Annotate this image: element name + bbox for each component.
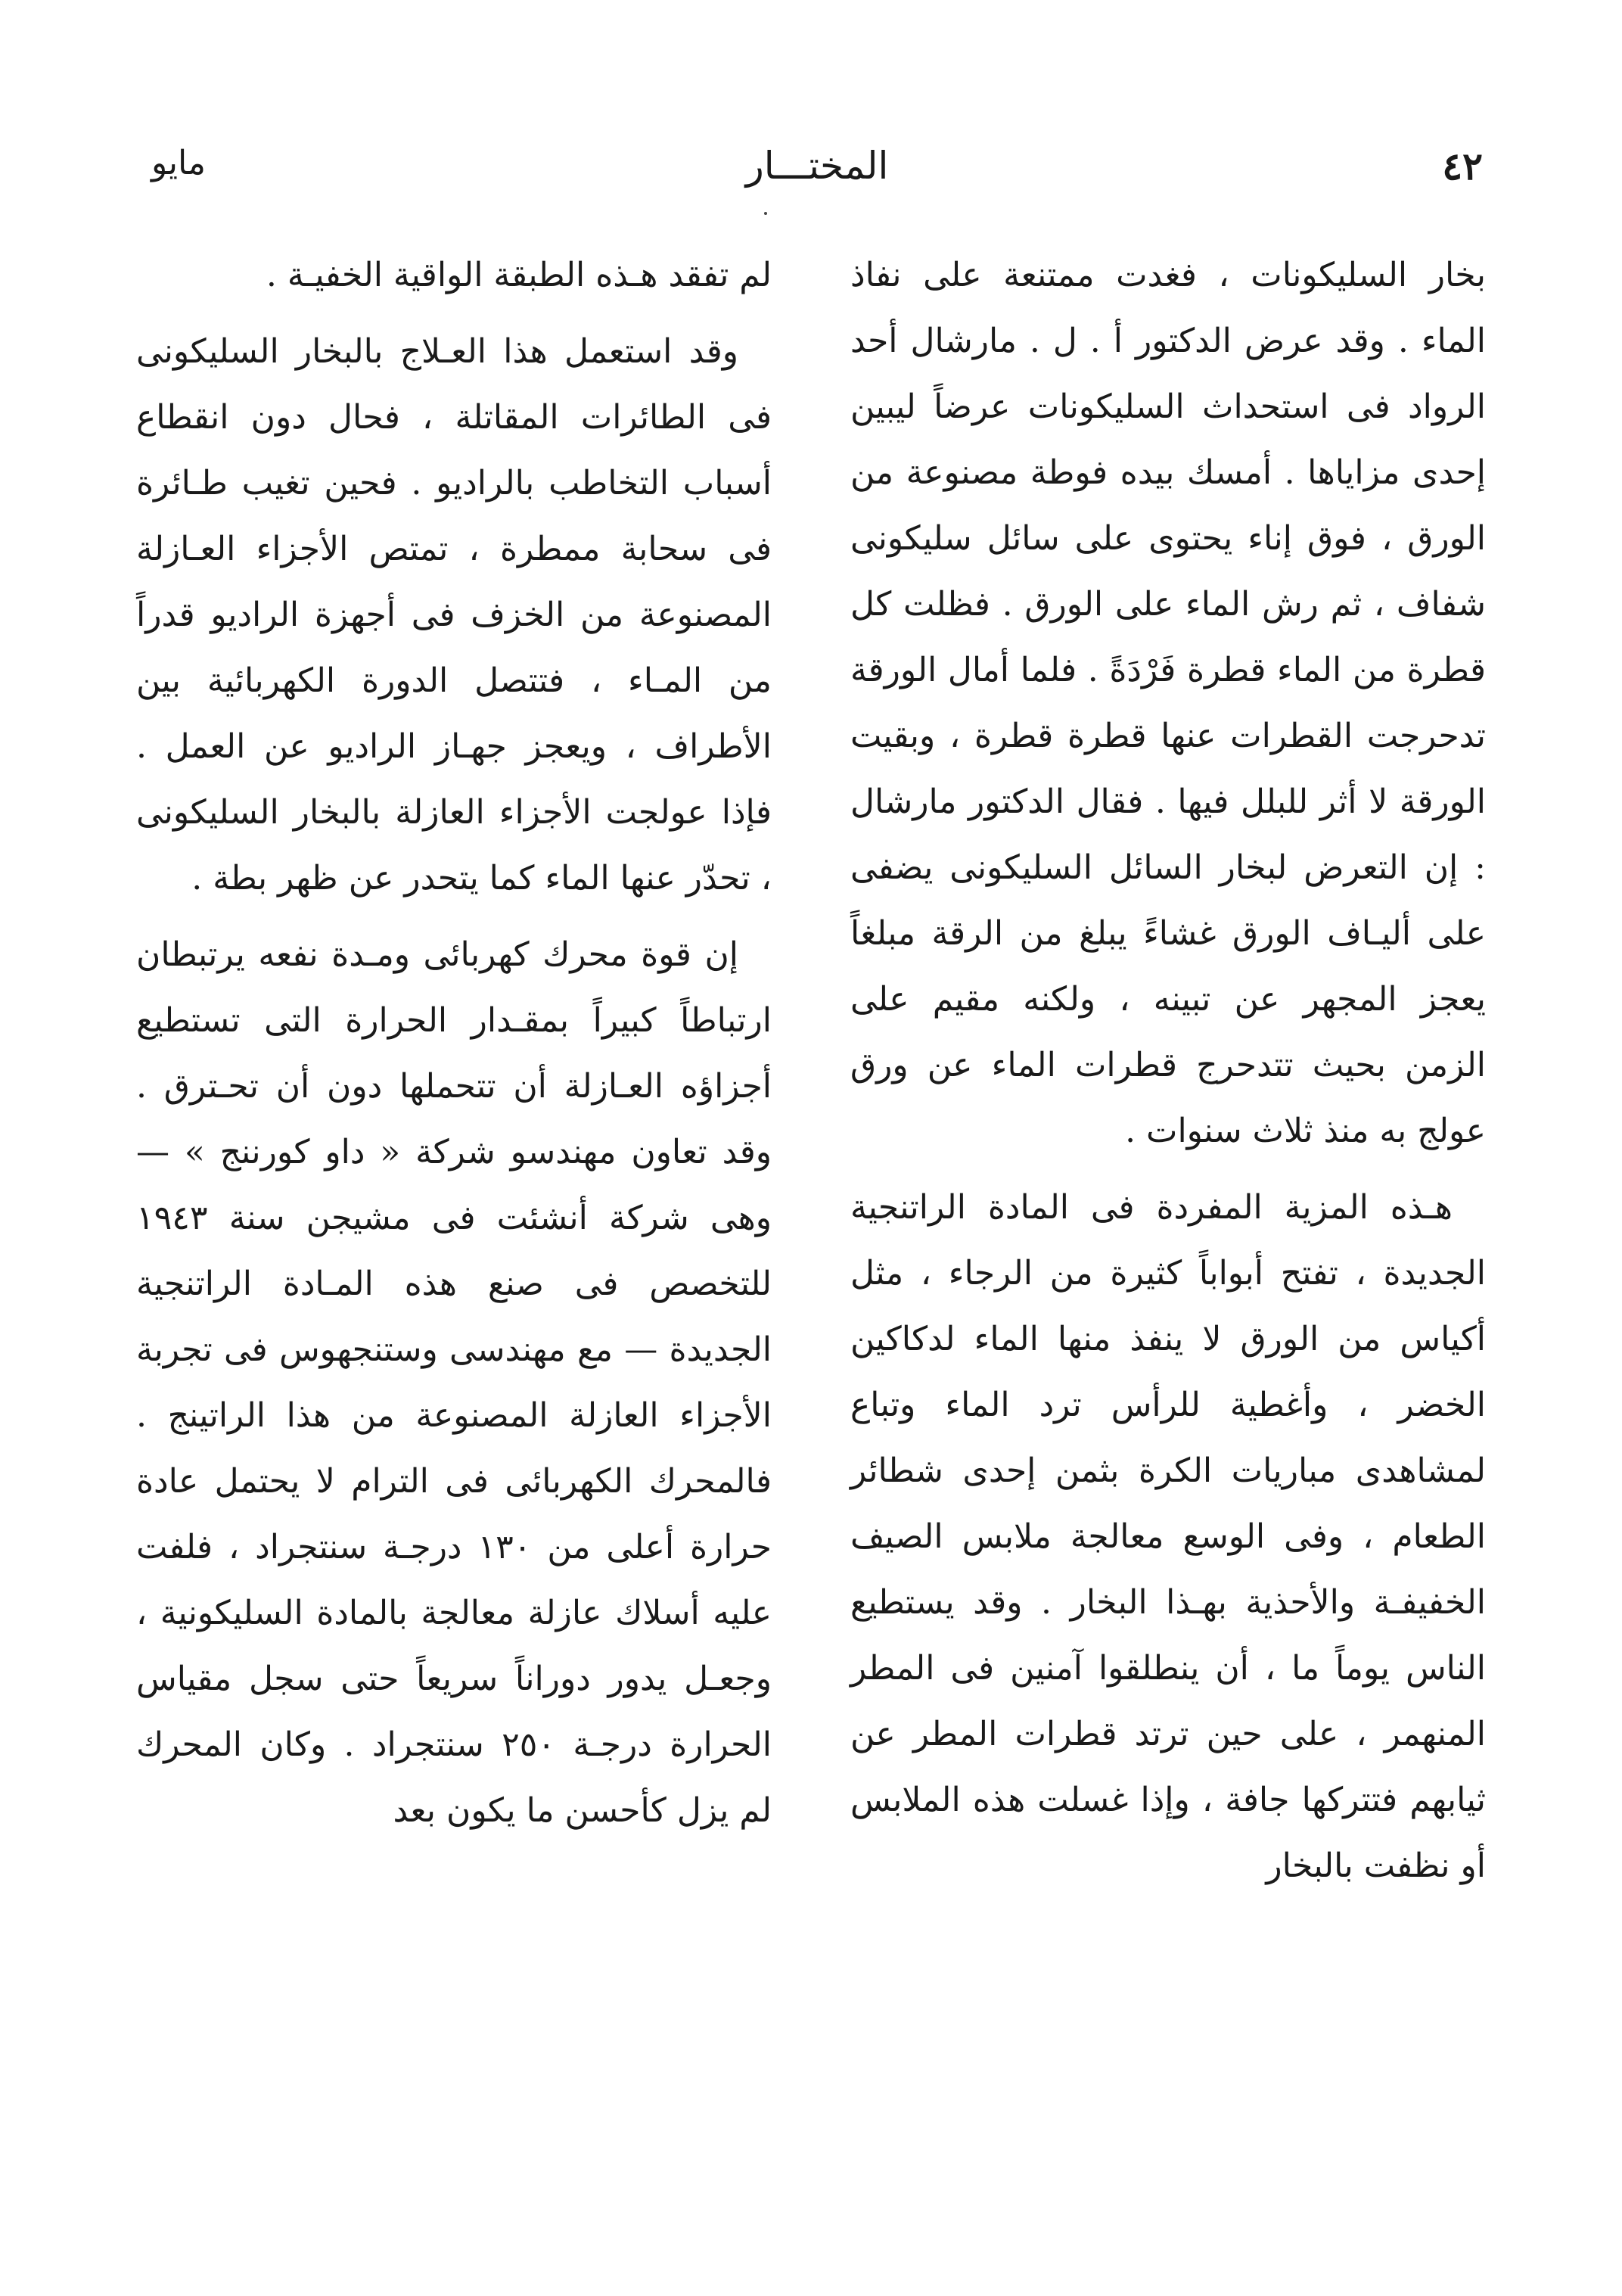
paragraph: هـذه المزية المفردة فى المادة الراتنجية الجديدة ، تفتح أبواباً كثيرة من الرجاء ، مثل أكياس من الورق لا ينفذ منها الماء لدكاكين الخضر ، وأغطية للرأس ترد الماء وتباع لمشاهدى مباريات الكرة بثمن إحدى شطائر الطعام ، وفى الوسع معالجة ملابس الصيف الخفيفـة والأحذية بهـذا البخار . وقد يستطيع الناس يوماً ما ، أن ينطلقوا آمنين فى المطر المنهمر ، على حين ترتد قطرات المطر عن ثيابهم فتتركها جافة ، وإذا غسلت هذه الملابس أو نظفت بالبخار [850, 1188, 1486, 1885]
page-header [151, 144, 1483, 212]
left-column [136, 242, 772, 2164]
paragraph: إن قوة محرك كهربائى ومـدة نفعه يرتبطان ارتباطاً كبيراً بمقـدار الحرارة التى تستطيع أجزاؤه العـازلة أن تتحملها دون أن تحـترق . وقد تعاون مهندسو شركة « داو كورننج » — وهى شركة أنشئت فى مشيجن سنة ١٩٤٣ للتخصص فى صنع هذه المـادة الراتنجية الجديدة — مع مهندسى وستنجهوس فى تجربة الأجزاء العازلة المصنوعة من هذا الراتينج . فالمحرك الكهربائى فى الترام لا يحتمل عادة حرارة أعلى من ١٣٠ درجـة سنتجراد ، فلفت عليه أسلاك عازلة معالجة بالمادة السليكونية ، وجعـل يدور دوراناً سريعاً حتى سجل مقياس الحرارة درجـة ٢٥٠ سنتجراد . وكان المحرك لم يزل كأحسن ما يكون بعد [136, 935, 772, 1830]
paragraph: لم تفقد هـذه الطبقة الواقية الخفيـة . [266, 256, 772, 294]
paragraph: بخار السليكونات ، فغدت ممتنعة على نفاذ الماء . وقد عرض الدكتور أ . ل . مارشال أحد الرواد فى استحداث السليكونات عرضاً ليبين إحدى مزاياها . أمسك بيده فوطة مصنوعة من الورق ، فوق إناء يحتوى على سائل سليكونى شفاف ، ثم رش الماء على الورق . فظلت كل قطرة من الماء قطرة فَرْدَةً . فلما أمال الورقة تدحرجت القطرات عنها قطرة قطرة ، وبقيت الورقة لا أثر للبلل فيها . فقال الدكتور مارشال : إن التعرض لبخار السائل السليكونى يضفى على أليـاف الورق غشاءً يبلغ من الرقة مبلغاً يعجز المجهر عن تبينه ، ولكنه مقيم على الزمن بحيث تتدحرج قطرات الماء عن ورق عولج به منذ ثلاث سنوات . [850, 256, 1486, 1150]
decorative-dot [764, 212, 767, 215]
page-number: ٤٢ [1442, 144, 1483, 188]
right-column [850, 242, 1486, 2164]
issue-month: مايو [151, 144, 206, 182]
magazine-title: المختـــار [745, 144, 889, 188]
paragraph: وقد استعمل هذا العـلاج بالبخار السليكونى فى الطائرات المقاتلة ، فحال دون انقطاع أسباب التخاطب بالراديو . فحين تغيب طـائرة فى سحابة ممطرة ، تمتص الأجزاء العـازلة المصنوعة من الخزف فى أجهزة الراديو قدراً من المـاء ، فتتصل الدورة الكهربائية بين الأطراف ، ويعجز جهـاز الراديو عن العمل . فإذا عولجت الأجزاء العازلة بالبخار السليكونى ، تحدّر عنها الماء كما يتحدر عن ظهر بطة . [136, 332, 772, 898]
